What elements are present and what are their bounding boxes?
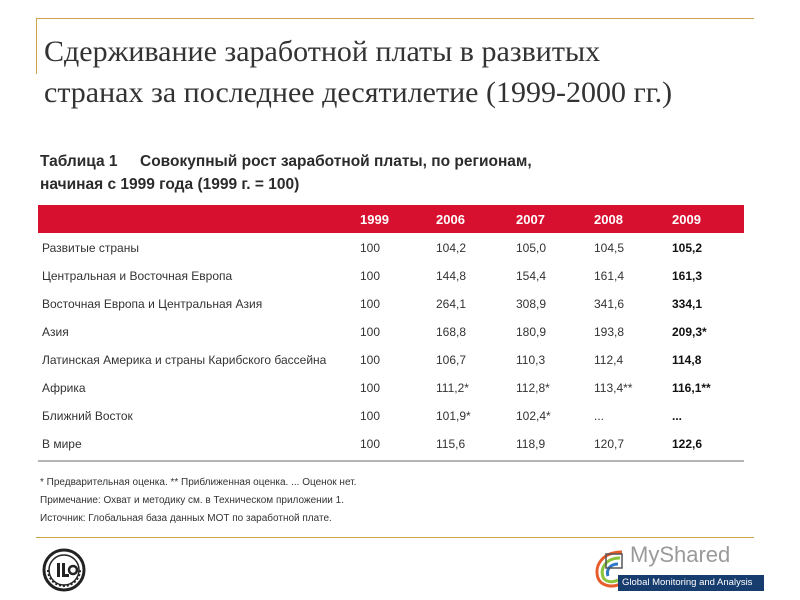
value-cell: 100 — [360, 269, 381, 283]
table-caption — [40, 150, 532, 196]
note-legend: * Предварительная оценка. ** Приближенная оценка. ... Оценок нет. — [40, 477, 357, 488]
value-cell: 168,8 — [436, 325, 467, 339]
table-label: Таблица 1 — [40, 153, 118, 170]
slide-title-line-2: странах за последнее десятилетие (1999-2000 гг.) — [44, 76, 673, 109]
value-cell: 154,4 — [516, 269, 547, 283]
region-cell: Африка — [42, 381, 86, 395]
column-header: 1999 — [360, 212, 389, 227]
table-row — [38, 317, 744, 345]
table-row — [38, 289, 744, 317]
table-row — [38, 401, 744, 429]
bottom-rule — [36, 537, 754, 538]
region-cell: Ближний Восток — [42, 409, 133, 423]
table-bottom-rule — [38, 460, 744, 462]
value-cell: ... — [594, 409, 605, 423]
ilo-logo-icon — [42, 548, 86, 592]
value-cell: 209,3* — [672, 325, 707, 339]
value-cell: 100 — [360, 437, 381, 451]
value-cell: 120,7 — [594, 437, 625, 451]
column-header: 2009 — [672, 212, 701, 227]
value-cell: 105,2 — [672, 241, 703, 255]
value-cell: 122,6 — [672, 437, 703, 451]
value-cell: 106,7 — [436, 353, 467, 367]
value-cell: 100 — [360, 381, 381, 395]
value-cell: 102,4* — [516, 409, 551, 423]
table-row — [38, 373, 744, 401]
table-body — [38, 233, 744, 457]
value-cell: 104,2 — [436, 241, 467, 255]
value-cell: 308,9 — [516, 297, 547, 311]
column-header: 2008 — [594, 212, 623, 227]
value-cell: 113,4** — [594, 381, 633, 395]
value-cell: 116,1** — [672, 381, 711, 395]
value-cell: 114,8 — [672, 353, 702, 367]
value-cell: 105,0 — [516, 241, 547, 255]
value-cell: 115,6 — [436, 437, 466, 451]
left-accent-rule — [36, 18, 37, 74]
top-rule — [36, 18, 754, 19]
note-remark: Примечание: Охват и методику см. в Техническом приложении 1. — [40, 495, 344, 506]
brand-subtitle: Global Monitoring and Analysis — [618, 575, 764, 591]
column-header: 2006 — [436, 212, 465, 227]
slide-title-line-1: Сдерживание заработной платы в развитых — [44, 35, 601, 68]
wage-growth-table — [38, 205, 744, 462]
value-cell: 111,2* — [436, 381, 469, 395]
table-row — [38, 429, 744, 457]
value-cell: 161,4 — [594, 269, 625, 283]
table-header-row — [38, 205, 744, 233]
value-cell: 144,8 — [436, 269, 467, 283]
value-cell: 100 — [360, 297, 381, 311]
value-cell: 118,9 — [516, 437, 546, 451]
value-cell: 264,1 — [436, 297, 467, 311]
region-cell: Азия — [42, 325, 69, 339]
column-header: 2007 — [516, 212, 545, 227]
table-caption-line-2: начиная с 1999 года (1999 г. = 100) — [40, 176, 300, 193]
value-cell: 112,4 — [594, 353, 624, 367]
value-cell: ... — [672, 409, 683, 423]
value-cell: 104,5 — [594, 241, 625, 255]
value-cell: 100 — [360, 325, 381, 339]
table-notes — [40, 474, 356, 528]
table-row — [38, 261, 744, 289]
value-cell: 100 — [360, 241, 381, 255]
note-source: Источник: Глобальная база данных МОТ по заработной плате. — [40, 513, 332, 524]
region-cell: Развитые страны — [42, 241, 139, 255]
value-cell: 341,6 — [594, 297, 625, 311]
value-cell: 180,9 — [516, 325, 547, 339]
region-cell: В мире — [42, 437, 82, 451]
value-cell: 110,3 — [516, 353, 546, 367]
region-cell: Латинская Америка и страны Карибского бассейна — [42, 353, 327, 367]
table-row — [38, 345, 744, 373]
table-row — [38, 233, 744, 261]
region-cell: Центральная и Восточная Европа — [42, 269, 233, 283]
value-cell: 100 — [360, 353, 381, 367]
brand-name: MyShared — [630, 542, 731, 567]
table-caption-line-1: Совокупный рост заработной платы, по регионам, — [140, 153, 532, 170]
value-cell: 112,8* — [516, 381, 550, 395]
value-cell: 161,3 — [672, 269, 703, 283]
value-cell: 334,1 — [672, 297, 703, 311]
watermark-brand — [590, 540, 766, 596]
value-cell: 193,8 — [594, 325, 625, 339]
value-cell: 101,9* — [436, 409, 471, 423]
region-cell: Восточная Европа и Центральная Азия — [42, 297, 263, 311]
value-cell: 100 — [360, 409, 381, 423]
slide-title — [44, 31, 774, 113]
